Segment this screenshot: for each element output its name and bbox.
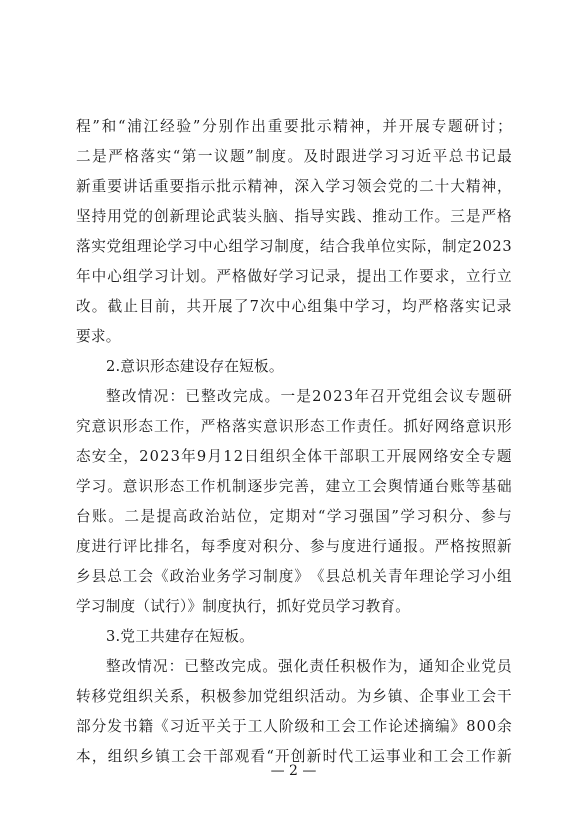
text-line: 落 实 党 组 理 论 学 习 中 心 组 学 习 制 度 ， 结 合 我 单 位 实 际 ， 制 定 2 0 2 3 bbox=[76, 238, 512, 255]
text-line: 二 是 严 格 落 实 “ 第 一 议 题 ” 制 度 。 及 时 跟 进 学 习 习 近 平 总 书 记 最 bbox=[76, 148, 512, 165]
text-line: 学习制度（试行）》制度执行，抓好党员学习教育。 bbox=[76, 598, 411, 615]
text-line: 学 习 。 意 识 形 态 工 作 机 制 逐 步 完 善 ， 建 立 工 会 舆 情 通 台 账 等 基 础 bbox=[76, 478, 512, 495]
page-number: — 2 — bbox=[270, 763, 317, 779]
text-line: 改 。 截 止 目 前 ， 共 开 展 了 7 次 中 心 组 集 中 学 习 ， 均 严 格 落 实 记 录 bbox=[76, 298, 512, 315]
text-line: 整 改 情 况 ： 已 整 改 完 成 。 一 是 2 0 2 3 年 召 开 党 组 会 议 专 题 研 bbox=[106, 388, 512, 405]
text-line: 本 ， 组 织 乡 镇 工 会 干 部 观 看 “ 开 创 新 时 代 工 运 事 业 和 工 会 工 作 新 bbox=[76, 748, 512, 765]
text-line: 乡 县 总 工 会 《 政 治 业 务 学 习 制 度 》 《 县 总 机 关 青 年 理 论 学 习 小 组 bbox=[76, 568, 512, 585]
text-line: 新 重 要 讲 话 重 要 指 示 批 示 精 神 ， 深 入 学 习 领 会 党 的 二 十 大 精 神 ， bbox=[76, 178, 512, 195]
text-line: 坚 持 用 党 的 创 新 理 论 武 装 头 脑 、 指 导 实 践 、 推 动 工 作 。 三 是 严 格 bbox=[76, 208, 512, 225]
text-line: 部 分 发 书 籍 《 习 近 平 关 于 工 人 阶 级 和 工 会 工 作 论 述 摘 编 》 8 0 0 余 bbox=[76, 718, 512, 735]
text-line: 要求。 bbox=[76, 328, 121, 345]
text-line: 年 中 心 组 学 习 计 划 。 严 格 做 好 学 习 记 录 ， 提 出 工 作 要 求 ， 立 行 立 bbox=[76, 268, 512, 285]
text-line: 整 改 情 况 ： 已 整 改 完 成 。 强 化 责 任 积 极 作 为 ， 通 知 企 业 党 员 bbox=[106, 658, 512, 675]
text-line: 程 ” 和 “ 浦 江 经 验 ” 分 别 作 出 重 要 批 示 精 神 ， 并 开 展 专 题 研 讨 ； bbox=[76, 118, 512, 135]
text-line: 态 安 全 ， 2 0 2 3 年 9 月 1 2 日 组 织 全 体 干 部 职 工 开 展 网 络 安 全 专 题 bbox=[76, 448, 512, 465]
section-heading: 2.意识形态建设存在短板。 bbox=[106, 358, 284, 375]
text-line: 究 意 识 形 态 工 作 ， 严 格 落 实 意 识 形 态 工 作 责 任 。 抓 好 网 络 意 识 形 bbox=[76, 418, 512, 435]
text-line: 度 进 行 评 比 排 名 ， 每 季 度 对 积 分 、 参 与 度 进 行 通 报 。 严 格 按 照 新 bbox=[76, 538, 512, 555]
section-heading: 3.党工共建存在短板。 bbox=[106, 628, 255, 645]
text-line: 转 移 党 组 织 关 系 ， 积 极 参 加 党 组 织 活 动 。 为 乡 镇 、 企 事 业 工 会 干 bbox=[76, 688, 512, 705]
text-line: 台 账 。 二 是 提 高 政 治 站 位 ， 定 期 对 “ 学 习 强 国 ” 学 习 积 分 、 参 与 bbox=[76, 508, 512, 525]
